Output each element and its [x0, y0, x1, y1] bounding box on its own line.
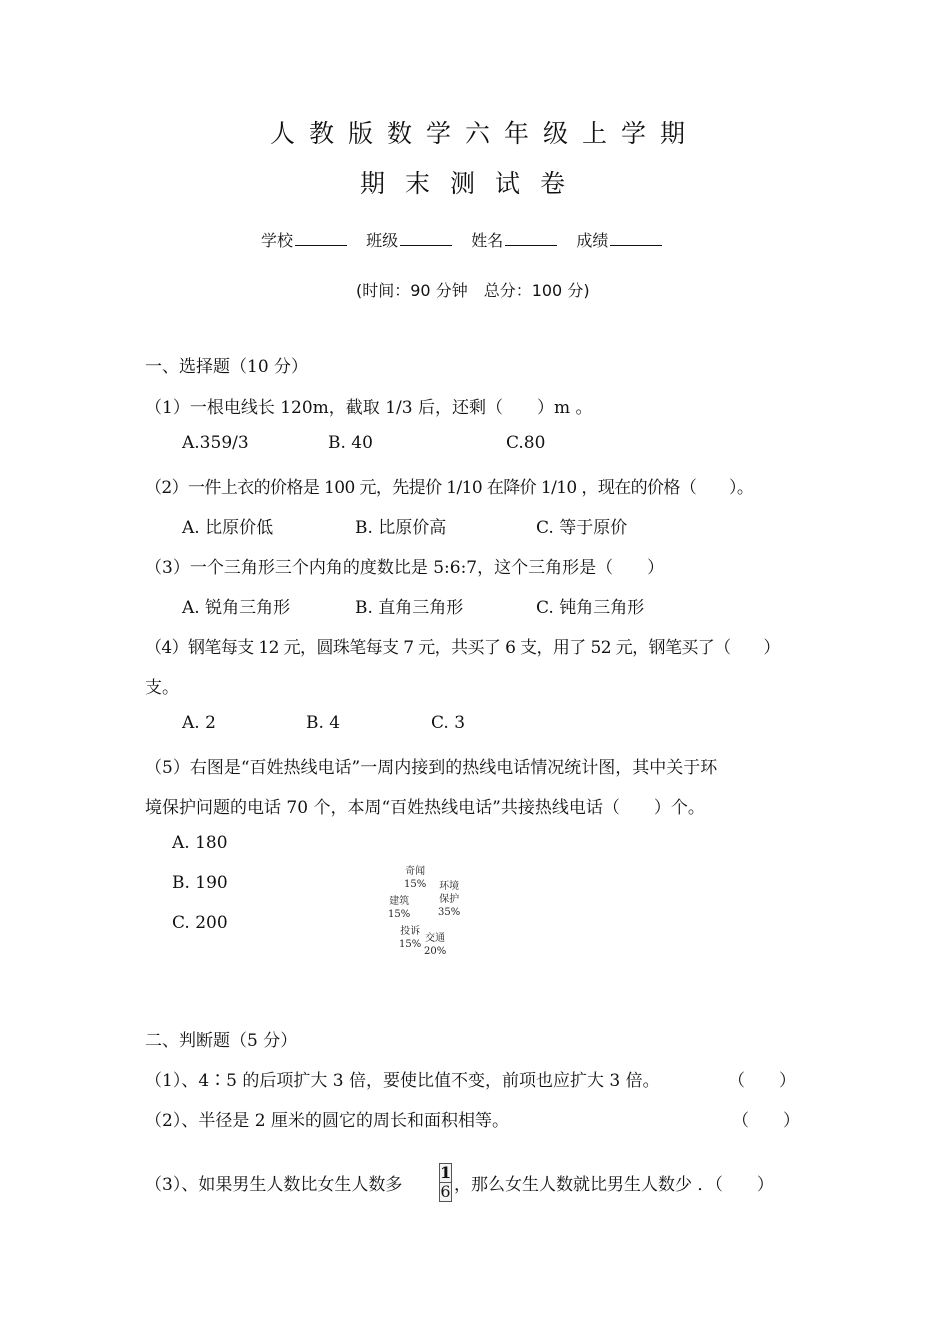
- q5-option-a: A. 180: [172, 833, 228, 853]
- q4-option-c: C. 3: [431, 713, 466, 733]
- judge-q1-text: （1）、4∶5 的后项扩大 3 倍，要使比值不变，前项也应扩大 3 倍。: [145, 1071, 660, 1091]
- class-blank[interactable]: [400, 231, 452, 246]
- judge-q3-text-before: （3）、如果男生人数比女生人数多: [145, 1175, 403, 1195]
- judge-q2-paren[interactable]: （ ）: [732, 1111, 800, 1131]
- q1-option-b: B. 40: [328, 433, 373, 453]
- info-score: 成绩: [576, 231, 662, 250]
- q2-option-a: A. 比原价低: [182, 518, 274, 538]
- name-blank[interactable]: [505, 231, 557, 246]
- pie-label-qiwen: 奇闻 15%: [404, 866, 427, 890]
- q5-option-c: C. 200: [172, 913, 228, 933]
- fraction-one-sixth: [439, 1163, 452, 1202]
- q2-option-c: C. 等于原价: [536, 518, 628, 538]
- q1-option-c: C.80: [506, 433, 546, 453]
- q1-option-a: A.359/3: [182, 433, 249, 453]
- info-name: 姓名: [471, 231, 557, 250]
- page-subtitle: 期末测试卷: [360, 169, 586, 198]
- time-note: (时间：90 分钟 总分：100 分): [356, 281, 590, 300]
- pie-label-tousu: 投诉 15%: [399, 926, 422, 950]
- q3-option-c: C. 钝角三角形: [536, 598, 645, 618]
- q4-text-line2: 支。: [145, 678, 179, 698]
- info-fields: [261, 228, 662, 251]
- school-blank[interactable]: [295, 231, 347, 246]
- q3-option-b: B. 直角三角形: [355, 598, 464, 618]
- judge-q3-text-after: ，那么女生人数就比男生人数少 ．（ ）: [454, 1175, 774, 1195]
- info-school: 学校: [261, 231, 347, 250]
- section2-heading: 二、判断题（5 分）: [145, 1031, 298, 1051]
- q4-option-b: B. 4: [306, 713, 341, 733]
- page-title: 人教版数学六年级上学期: [270, 119, 700, 148]
- pie-label-huanjing: 环境 保护 35%: [438, 881, 461, 918]
- fraction-denominator: 6: [440, 1182, 451, 1201]
- info-class: 班级: [366, 231, 452, 250]
- fraction-numerator: 1: [440, 1163, 452, 1182]
- q4-text-line1: （4）钢笔每支 12 元，圆珠笔每支 7 元，共买了 6 支，用了 52 元，钢笔买了（ ）: [145, 638, 780, 658]
- q3-text: （3）一个三角形三个内角的度数比是 5:6:7，这个三角形是（ ）: [145, 558, 665, 578]
- q5-option-b: B. 190: [172, 873, 228, 893]
- section1-heading: 一、选择题（10 分）: [145, 357, 309, 377]
- score-blank[interactable]: [610, 231, 662, 246]
- q4-option-a: A. 2: [182, 713, 216, 733]
- judge-q2-text: （2）、半径是 2 厘米的圆它的周长和面积相等。: [145, 1111, 509, 1131]
- pie-label-jianzhu: 建筑 15%: [388, 896, 411, 920]
- q2-option-b: B. 比原价高: [355, 518, 447, 538]
- q5-text-line1: （5）右图是“百姓热线电话”一周内接到的热线电话情况统计图，其中关于环: [145, 758, 718, 778]
- q5-text-line2: 境保护问题的电话 70 个，本周“百姓热线电话”共接热线电话（ ）个。: [145, 798, 705, 818]
- q2-text: （2）一件上衣的价格是 100 元，先提价 1/10 在降价 1/10 ，现在的价格（ ）。: [145, 478, 754, 498]
- pie-label-jiaotong: 交通 20%: [424, 933, 447, 957]
- q1-text: （1）一根电线长 120m，截取 1/3 后，还剩（ ）m 。: [145, 398, 593, 418]
- q3-option-a: A. 锐角三角形: [182, 598, 291, 618]
- judge-q1-paren[interactable]: （ ）: [728, 1071, 796, 1091]
